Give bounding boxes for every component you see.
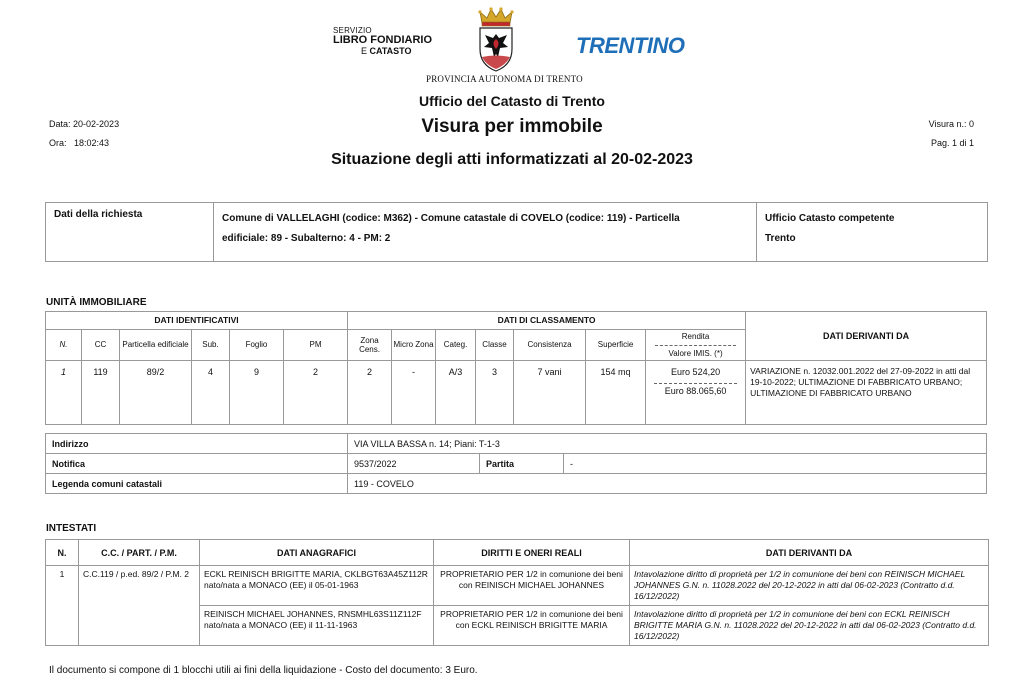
provincia-label: PROVINCIA AUTONOMA DI TRENTO bbox=[426, 74, 583, 84]
footer-note: Il documento si compone di 1 blocchi utili ai fini della liquidazione - Costo del documento: 3 Euro. bbox=[49, 665, 478, 676]
unit-table bbox=[45, 311, 987, 425]
col-classe: Classe bbox=[476, 330, 514, 361]
page-number: Pag. 1 di 1 bbox=[930, 138, 974, 148]
unit-section-title: UNITÀ IMMOBILIARE bbox=[46, 297, 147, 308]
legenda-label: Legenda comuni catastali bbox=[46, 474, 348, 494]
office-title: Ufficio del Catasto di Trento bbox=[419, 93, 605, 109]
owners-cell-cc: C.C.119 / p.ed. 89/2 / P.M. 2 bbox=[79, 566, 200, 646]
owner-anagrafici: REINISCH MICHAEL JOHANNES, RNSMHL63S11Z112F nato/nata a MONACO (EE) il 11-11-1963 bbox=[200, 606, 434, 646]
col-rendita: Rendita Valore IMIS. (*) bbox=[646, 330, 746, 361]
partita-value: - bbox=[564, 454, 987, 474]
visura-number: Visura n.: 0 bbox=[928, 119, 974, 129]
col-valore: Valore IMIS. (*) bbox=[668, 348, 723, 358]
lf-logo-line1: SERVIZIO bbox=[333, 26, 372, 35]
document-title: Visura per immobile bbox=[421, 116, 603, 137]
group-derivanti: DATI DERIVANTI DA bbox=[746, 312, 987, 361]
cell-particella: 89/2 bbox=[120, 361, 192, 425]
table-row bbox=[46, 566, 989, 606]
table-row bbox=[46, 361, 987, 425]
cell-rendita: Euro 524,20 Euro 88.065,60 bbox=[646, 361, 746, 425]
owners-table bbox=[45, 539, 989, 646]
group-classamento: DATI DI CLASSAMENTO bbox=[348, 312, 746, 330]
cell-categ: A/3 bbox=[436, 361, 476, 425]
owners-section-title: INTESTATI bbox=[46, 523, 97, 534]
cell-n: 1 bbox=[46, 361, 82, 425]
lf-logo-line2: LIBRO FONDIARIO bbox=[333, 34, 432, 47]
col-zona: Zona Cens. bbox=[348, 330, 392, 361]
group-identificativi: DATI IDENTIFICATIVI bbox=[46, 312, 348, 330]
date-value: 20-02-2023 bbox=[73, 119, 120, 129]
notifica-label: Notifica bbox=[46, 454, 348, 474]
cell-pm: 2 bbox=[284, 361, 348, 425]
time-line: Ora: 18:02:43 bbox=[49, 138, 110, 148]
cell-derivanti: VARIAZIONE n. 12032.001.2022 del 27-09-2022 in atti dal 19-10-2022; ULTIMAZIONE DI FABBRICATO URBANO; ULTIMAZIONE DI FABBRICATO URBANO bbox=[746, 361, 987, 425]
lf-logo-line3: E CATASTO bbox=[361, 45, 412, 56]
notifica-value: 9537/2022 bbox=[348, 454, 480, 474]
owners-col-derivanti: DATI DERIVANTI DA bbox=[630, 540, 989, 566]
request-details bbox=[214, 203, 757, 261]
competent-office-label: Ufficio Catasto competente bbox=[765, 213, 895, 224]
col-superficie: Superficie bbox=[586, 330, 646, 361]
col-categ: Categ. bbox=[436, 330, 476, 361]
legenda-value: 119 - COVELO bbox=[348, 474, 987, 494]
owners-col-n: N. bbox=[46, 540, 79, 566]
col-particella: Particella edificiale bbox=[120, 330, 192, 361]
cell-valore: Euro 88.065,60 bbox=[664, 386, 727, 397]
owner-derivanti: Intavolazione diritto di proprietà per 1/2 in comunione dei beni con ECKL REINISCH BRIGITTE MARIA G.N. n. 11028.2022 del 20-12-2022 in atti dal 06-02-2023 (Contratto d.d. 16/12/2022) bbox=[630, 606, 989, 646]
situation-subtitle: Situazione degli atti informatizzati al 20-02-2023 bbox=[331, 151, 693, 168]
col-cc: CC bbox=[82, 330, 120, 361]
cell-superficie: 154 mq bbox=[586, 361, 646, 425]
indirizzo-value: VIA VILLA BASSA n. 14; Piani: T-1-3 bbox=[348, 434, 987, 454]
request-line-2: edificiale: 89 - Subalterno: 4 - PM: 2 bbox=[222, 233, 391, 244]
col-n: N. bbox=[46, 330, 82, 361]
owner-anagrafici: ECKL REINISCH BRIGITTE MARIA, CKLBGT63A45Z112R nato/nata a MONACO (EE) il 05-01-1963 bbox=[200, 566, 434, 606]
request-line-1: Comune di VALLELAGHI (codice: M362) - Comune catastale di COVELO (codice: 119) - Particella bbox=[222, 213, 680, 224]
col-consistenza: Consistenza bbox=[514, 330, 586, 361]
cell-micro: - bbox=[392, 361, 436, 425]
indirizzo-label: Indirizzo bbox=[46, 434, 348, 454]
date-line: Data: 20-02-2023 bbox=[49, 119, 120, 129]
owners-cell-n: 1 bbox=[46, 566, 79, 646]
cell-cc: 119 bbox=[82, 361, 120, 425]
col-foglio: Foglio bbox=[230, 330, 284, 361]
cell-foglio: 9 bbox=[230, 361, 284, 425]
cell-classe: 3 bbox=[476, 361, 514, 425]
unit-info-table bbox=[45, 433, 987, 494]
cell-sub: 4 bbox=[192, 361, 230, 425]
trentino-logo: TRENTINO bbox=[576, 33, 685, 58]
competent-office bbox=[757, 203, 987, 261]
col-sub: Sub. bbox=[192, 330, 230, 361]
owner-diritti: PROPRIETARIO PER 1/2 in comunione dei beni con ECKL REINISCH BRIGITTE MARIA bbox=[434, 606, 630, 646]
partita-label: Partita bbox=[480, 454, 564, 474]
owners-col-diritti: DIRITTI E ONERI REALI bbox=[434, 540, 630, 566]
cell-consistenza: 7 vani bbox=[514, 361, 586, 425]
col-pm: PM bbox=[284, 330, 348, 361]
col-micro: Micro Zona bbox=[392, 330, 436, 361]
owners-col-cc: C.C. / PART. / P.M. bbox=[79, 540, 200, 566]
cell-zona: 2 bbox=[348, 361, 392, 425]
owners-col-anagrafici: DATI ANAGRAFICI bbox=[200, 540, 434, 566]
request-label: Dati della richiesta bbox=[46, 203, 214, 261]
competent-office-value: Trento bbox=[765, 233, 796, 244]
owner-diritti: PROPRIETARIO PER 1/2 in comunione dei beni con REINISCH MICHAEL JOHANNES bbox=[434, 566, 630, 606]
coat-of-arms-icon bbox=[476, 7, 516, 73]
request-box bbox=[45, 202, 988, 262]
time-value: 18:02:43 bbox=[74, 138, 110, 148]
owner-derivanti: Intavolazione diritto di proprietà per 1/2 in comunione dei beni con REINISCH MICHAEL JOHANNES G.N. n. 11028.2022 del 20-12-2022 in atti dal 06-02-2023 (Contratto d.d. 16/12/2022) bbox=[630, 566, 989, 606]
libro-fondiario-logo bbox=[333, 27, 432, 56]
